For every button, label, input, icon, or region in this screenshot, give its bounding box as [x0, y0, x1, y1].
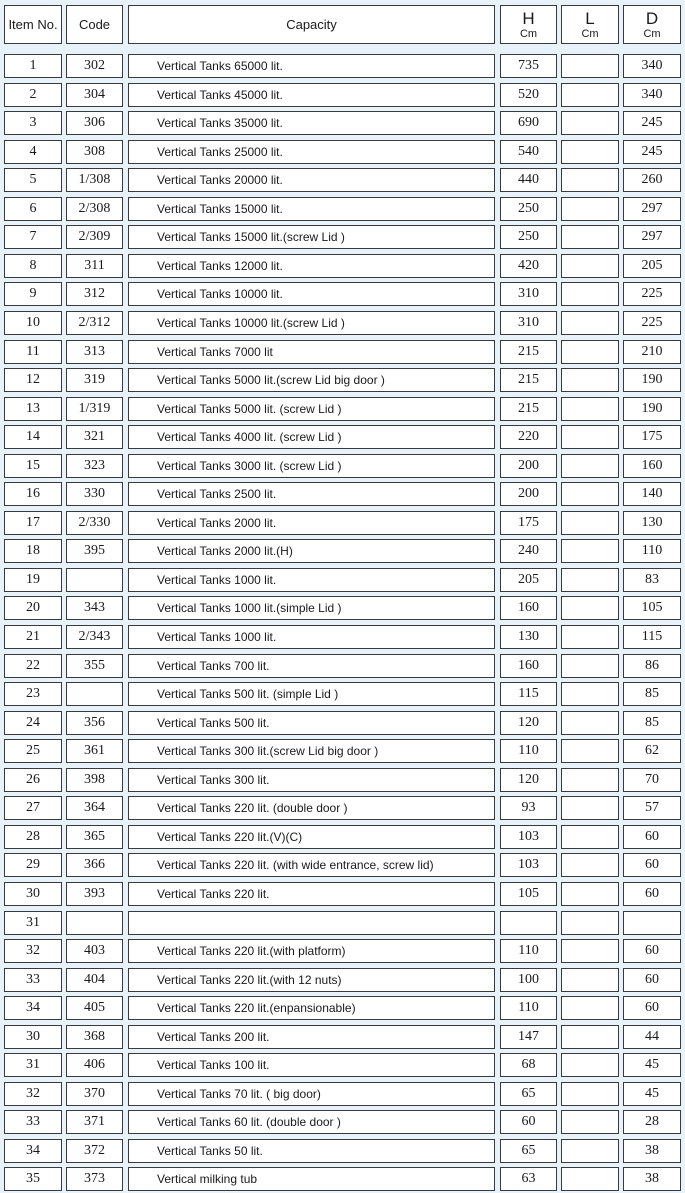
- cell-item-no: 5: [4, 168, 62, 192]
- cell-capacity: Vertical Tanks 70 lit. ( big door): [128, 1082, 495, 1106]
- cell-d: 110: [623, 539, 681, 563]
- cell-code: 370: [66, 1082, 123, 1106]
- cell-item-no: 28: [4, 825, 62, 849]
- cell-code: 308: [66, 140, 123, 164]
- cell-l: [561, 1167, 619, 1191]
- cell-l: [561, 882, 619, 906]
- cell-capacity: Vertical Tanks 500 lit.: [128, 711, 495, 735]
- cell-l: [561, 568, 619, 592]
- cell-h: 215: [500, 340, 557, 364]
- cell-h: 215: [500, 397, 557, 421]
- cell-capacity: Vertical Tanks 12000 lit.: [128, 254, 495, 278]
- cell-l: [561, 254, 619, 278]
- cell-code: 321: [66, 425, 123, 449]
- cell-l: [561, 368, 619, 392]
- cell-d: 130: [623, 511, 681, 535]
- cell-item-no: 8: [4, 254, 62, 278]
- cell-d: 245: [623, 140, 681, 164]
- cell-d: 140: [623, 482, 681, 506]
- cell-h: 735: [500, 54, 557, 78]
- cell-code: 2/343: [66, 625, 123, 649]
- cell-item-no: 9: [4, 282, 62, 306]
- cell-code: 406: [66, 1053, 123, 1077]
- cell-l: [561, 711, 619, 735]
- cell-h: 160: [500, 596, 557, 620]
- cell-item-no: 2: [4, 83, 62, 107]
- cell-code: 323: [66, 454, 123, 478]
- cell-h: 105: [500, 882, 557, 906]
- cell-capacity: Vertical Tanks 45000 lit.: [128, 83, 495, 107]
- cell-capacity: Vertical Tanks 500 lit. (simple Lid ): [128, 682, 495, 706]
- cell-capacity: Vertical Tanks 4000 lit. (screw Lid ): [128, 425, 495, 449]
- header-h: [500, 5, 557, 44]
- cell-d: 60: [623, 882, 681, 906]
- cell-h: 100: [500, 968, 557, 992]
- cell-capacity: Vertical Tanks 220 lit.(V)(C): [128, 825, 495, 849]
- cell-d: 60: [623, 996, 681, 1020]
- cell-d: 297: [623, 197, 681, 221]
- cell-item-no: 4: [4, 140, 62, 164]
- cell-l: [561, 853, 619, 877]
- cell-capacity: Vertical Tanks 65000 lit.: [128, 54, 495, 78]
- cell-l: [561, 454, 619, 478]
- cell-h: 215: [500, 368, 557, 392]
- cell-h: 520: [500, 83, 557, 107]
- cell-item-no: 34: [4, 996, 62, 1020]
- cell-l: [561, 1053, 619, 1077]
- cell-capacity: Vertical Tanks 700 lit.: [128, 654, 495, 678]
- cell-item-no: 24: [4, 711, 62, 735]
- cell-code: 365: [66, 825, 123, 849]
- cell-d: 115: [623, 625, 681, 649]
- cell-item-no: 31: [4, 911, 62, 935]
- cell-code: 371: [66, 1110, 123, 1134]
- header-l: [561, 5, 619, 44]
- cell-d: [623, 911, 681, 935]
- cell-item-no: 30: [4, 882, 62, 906]
- cell-d: 83: [623, 568, 681, 592]
- cell-d: 205: [623, 254, 681, 278]
- cell-capacity: Vertical Tanks 1000 lit.: [128, 625, 495, 649]
- cell-code: 1/308: [66, 168, 123, 192]
- cell-h: 540: [500, 140, 557, 164]
- cell-l: [561, 282, 619, 306]
- cell-item-no: 23: [4, 682, 62, 706]
- cell-code: 356: [66, 711, 123, 735]
- cell-item-no: 22: [4, 654, 62, 678]
- cell-h: 175: [500, 511, 557, 535]
- cell-h: 93: [500, 796, 557, 820]
- cell-item-no: 21: [4, 625, 62, 649]
- cell-d: 160: [623, 454, 681, 478]
- cell-item-no: 7: [4, 225, 62, 249]
- cell-d: 86: [623, 654, 681, 678]
- cell-h: 310: [500, 282, 557, 306]
- cell-h: 110: [500, 739, 557, 763]
- cell-code: 405: [66, 996, 123, 1020]
- cell-code: 2/309: [66, 225, 123, 249]
- cell-d: 38: [623, 1139, 681, 1163]
- cell-h: 147: [500, 1025, 557, 1049]
- cell-code: 366: [66, 853, 123, 877]
- cell-capacity: Vertical Tanks 300 lit.(screw Lid big door ): [128, 739, 495, 763]
- cell-item-no: 30: [4, 1025, 62, 1049]
- cell-d: 190: [623, 368, 681, 392]
- cell-item-no: 13: [4, 397, 62, 421]
- cell-item-no: 35: [4, 1167, 62, 1191]
- cell-h: 440: [500, 168, 557, 192]
- cell-h: 65: [500, 1139, 557, 1163]
- cell-l: [561, 111, 619, 135]
- cell-item-no: 27: [4, 796, 62, 820]
- cell-l: [561, 83, 619, 107]
- cell-h: 690: [500, 111, 557, 135]
- cell-capacity: Vertical Tanks 35000 lit.: [128, 111, 495, 135]
- cell-d: 175: [623, 425, 681, 449]
- cell-l: [561, 225, 619, 249]
- cell-h: 110: [500, 996, 557, 1020]
- cell-code: 2/330: [66, 511, 123, 535]
- cell-d: 210: [623, 340, 681, 364]
- cell-capacity: Vertical Tanks 200 lit.: [128, 1025, 495, 1049]
- cell-l: [561, 1110, 619, 1134]
- cell-l: [561, 311, 619, 335]
- cell-capacity: [128, 911, 495, 935]
- cell-d: 60: [623, 939, 681, 963]
- cell-l: [561, 539, 619, 563]
- header-l-letter: L: [585, 8, 595, 28]
- cell-item-no: 20: [4, 596, 62, 620]
- cell-item-no: 3: [4, 111, 62, 135]
- cell-code: 395: [66, 539, 123, 563]
- header-d-letter: D: [645, 8, 659, 28]
- cell-h: 200: [500, 454, 557, 478]
- cell-d: 85: [623, 682, 681, 706]
- cell-d: 60: [623, 853, 681, 877]
- cell-h: 60: [500, 1110, 557, 1134]
- cell-h: 240: [500, 539, 557, 563]
- cell-code: 361: [66, 739, 123, 763]
- cell-l: [561, 939, 619, 963]
- cell-d: 297: [623, 225, 681, 249]
- cell-d: 260: [623, 168, 681, 192]
- cell-h: 120: [500, 768, 557, 792]
- header-d: [623, 5, 681, 44]
- cell-d: 85: [623, 711, 681, 735]
- cell-l: [561, 168, 619, 192]
- cell-l: [561, 996, 619, 1020]
- header-h-unit: Cm: [519, 27, 538, 40]
- header-capacity: Capacity: [128, 5, 495, 44]
- cell-capacity: Vertical Tanks 2000 lit.(H): [128, 539, 495, 563]
- cell-item-no: 16: [4, 482, 62, 506]
- cell-code: 306: [66, 111, 123, 135]
- header-code: Code: [66, 5, 123, 44]
- cell-code: 304: [66, 83, 123, 107]
- cell-l: [561, 625, 619, 649]
- cell-code: 403: [66, 939, 123, 963]
- cell-capacity: Vertical Tanks 60 lit. (double door ): [128, 1110, 495, 1134]
- cell-l: [561, 911, 619, 935]
- cell-item-no: 26: [4, 768, 62, 792]
- cell-l: [561, 796, 619, 820]
- cell-item-no: 18: [4, 539, 62, 563]
- cell-item-no: 33: [4, 1110, 62, 1134]
- cell-capacity: Vertical Tanks 10000 lit.(screw Lid ): [128, 311, 495, 335]
- cell-h: 115: [500, 682, 557, 706]
- cell-capacity: Vertical milking tub: [128, 1167, 495, 1191]
- cell-code: 302: [66, 54, 123, 78]
- cell-code: 343: [66, 596, 123, 620]
- cell-item-no: 14: [4, 425, 62, 449]
- cell-h: [500, 911, 557, 935]
- cell-d: 45: [623, 1053, 681, 1077]
- cell-capacity: Vertical Tanks 5000 lit.(screw Lid big door ): [128, 368, 495, 392]
- cell-item-no: 12: [4, 368, 62, 392]
- cell-l: [561, 197, 619, 221]
- cell-capacity: Vertical Tanks 5000 lit. (screw Lid ): [128, 397, 495, 421]
- cell-capacity: Vertical Tanks 220 lit.(enpansionable): [128, 996, 495, 1020]
- cell-item-no: 33: [4, 968, 62, 992]
- cell-code: 355: [66, 654, 123, 678]
- cell-code: 404: [66, 968, 123, 992]
- cell-h: 130: [500, 625, 557, 649]
- cell-l: [561, 140, 619, 164]
- cell-capacity: Vertical Tanks 100 lit.: [128, 1053, 495, 1077]
- cell-l: [561, 968, 619, 992]
- cell-h: 160: [500, 654, 557, 678]
- cell-l: [561, 1025, 619, 1049]
- cell-h: 68: [500, 1053, 557, 1077]
- cell-item-no: 25: [4, 739, 62, 763]
- cell-l: [561, 397, 619, 421]
- cell-code: 2/312: [66, 311, 123, 335]
- cell-l: [561, 1082, 619, 1106]
- cell-d: 340: [623, 83, 681, 107]
- cell-code: 398: [66, 768, 123, 792]
- cell-d: 190: [623, 397, 681, 421]
- cell-item-no: 19: [4, 568, 62, 592]
- cell-item-no: 15: [4, 454, 62, 478]
- cell-capacity: Vertical Tanks 2000 lit.: [128, 511, 495, 535]
- cell-capacity: Vertical Tanks 1000 lit.(simple Lid ): [128, 596, 495, 620]
- cell-item-no: 10: [4, 311, 62, 335]
- cell-h: 220: [500, 425, 557, 449]
- cell-capacity: Vertical Tanks 20000 lit.: [128, 168, 495, 192]
- cell-h: 103: [500, 825, 557, 849]
- cell-d: 62: [623, 739, 681, 763]
- cell-d: 105: [623, 596, 681, 620]
- cell-code: [66, 682, 123, 706]
- cell-code: 373: [66, 1167, 123, 1191]
- cell-capacity: Vertical Tanks 2500 lit.: [128, 482, 495, 506]
- cell-code: 368: [66, 1025, 123, 1049]
- cell-code: 319: [66, 368, 123, 392]
- cell-h: 250: [500, 197, 557, 221]
- cell-d: 60: [623, 825, 681, 849]
- cell-item-no: 32: [4, 1082, 62, 1106]
- cell-item-no: 1: [4, 54, 62, 78]
- cell-code: [66, 911, 123, 935]
- cell-item-no: 6: [4, 197, 62, 221]
- cell-l: [561, 1139, 619, 1163]
- cell-capacity: Vertical Tanks 220 lit. (double door ): [128, 796, 495, 820]
- cell-capacity: Vertical Tanks 15000 lit.(screw Lid ): [128, 225, 495, 249]
- cell-h: 310: [500, 311, 557, 335]
- cell-code: 393: [66, 882, 123, 906]
- cell-l: [561, 654, 619, 678]
- cell-code: 330: [66, 482, 123, 506]
- cell-l: [561, 340, 619, 364]
- cell-h: 420: [500, 254, 557, 278]
- cell-h: 103: [500, 853, 557, 877]
- cell-h: 65: [500, 1082, 557, 1106]
- cell-d: 57: [623, 796, 681, 820]
- cell-item-no: 17: [4, 511, 62, 535]
- cell-d: 28: [623, 1110, 681, 1134]
- cell-code: 1/319: [66, 397, 123, 421]
- cell-l: [561, 596, 619, 620]
- cell-l: [561, 482, 619, 506]
- cell-code: 312: [66, 282, 123, 306]
- cell-item-no: 29: [4, 853, 62, 877]
- cell-d: 340: [623, 54, 681, 78]
- cell-l: [561, 825, 619, 849]
- cell-h: 250: [500, 225, 557, 249]
- cell-capacity: Vertical Tanks 220 lit.(with 12 nuts): [128, 968, 495, 992]
- cell-capacity: Vertical Tanks 50 lit.: [128, 1139, 495, 1163]
- cell-h: 205: [500, 568, 557, 592]
- cell-capacity: Vertical Tanks 220 lit.: [128, 882, 495, 906]
- header-item-no: Item No.: [4, 5, 62, 44]
- cell-capacity: Vertical Tanks 220 lit. (with wide entrance, screw lid): [128, 853, 495, 877]
- cell-capacity: Vertical Tanks 25000 lit.: [128, 140, 495, 164]
- cell-l: [561, 425, 619, 449]
- cell-d: 70: [623, 768, 681, 792]
- cell-l: [561, 682, 619, 706]
- cell-capacity: Vertical Tanks 3000 lit. (screw Lid ): [128, 454, 495, 478]
- cell-item-no: 32: [4, 939, 62, 963]
- cell-h: 200: [500, 482, 557, 506]
- cell-item-no: 11: [4, 340, 62, 364]
- cell-l: [561, 54, 619, 78]
- cell-code: 364: [66, 796, 123, 820]
- cell-code: [66, 568, 123, 592]
- cell-capacity: Vertical Tanks 15000 lit.: [128, 197, 495, 221]
- cell-h: 110: [500, 939, 557, 963]
- cell-d: 44: [623, 1025, 681, 1049]
- cell-code: 2/308: [66, 197, 123, 221]
- cell-d: 45: [623, 1082, 681, 1106]
- cell-l: [561, 511, 619, 535]
- header-h-letter: H: [522, 8, 535, 28]
- cell-d: 60: [623, 968, 681, 992]
- cell-code: 372: [66, 1139, 123, 1163]
- cell-code: 313: [66, 340, 123, 364]
- cell-d: 245: [623, 111, 681, 135]
- cell-h: 63: [500, 1167, 557, 1191]
- cell-item-no: 31: [4, 1053, 62, 1077]
- cell-capacity: Vertical Tanks 10000 lit.: [128, 282, 495, 306]
- cell-d: 225: [623, 282, 681, 306]
- cell-capacity: Vertical Tanks 300 lit.: [128, 768, 495, 792]
- cell-code: 311: [66, 254, 123, 278]
- cell-l: [561, 739, 619, 763]
- cell-d: 38: [623, 1167, 681, 1191]
- cell-item-no: 34: [4, 1139, 62, 1163]
- cell-l: [561, 768, 619, 792]
- cell-capacity: Vertical Tanks 1000 lit.: [128, 568, 495, 592]
- header-l-unit: Cm: [581, 27, 599, 40]
- header-d-unit: Cm: [643, 27, 661, 40]
- cell-h: 120: [500, 711, 557, 735]
- cell-capacity: Vertical Tanks 7000 lit: [128, 340, 495, 364]
- cell-d: 225: [623, 311, 681, 335]
- cell-capacity: Vertical Tanks 220 lit.(with platform): [128, 939, 495, 963]
